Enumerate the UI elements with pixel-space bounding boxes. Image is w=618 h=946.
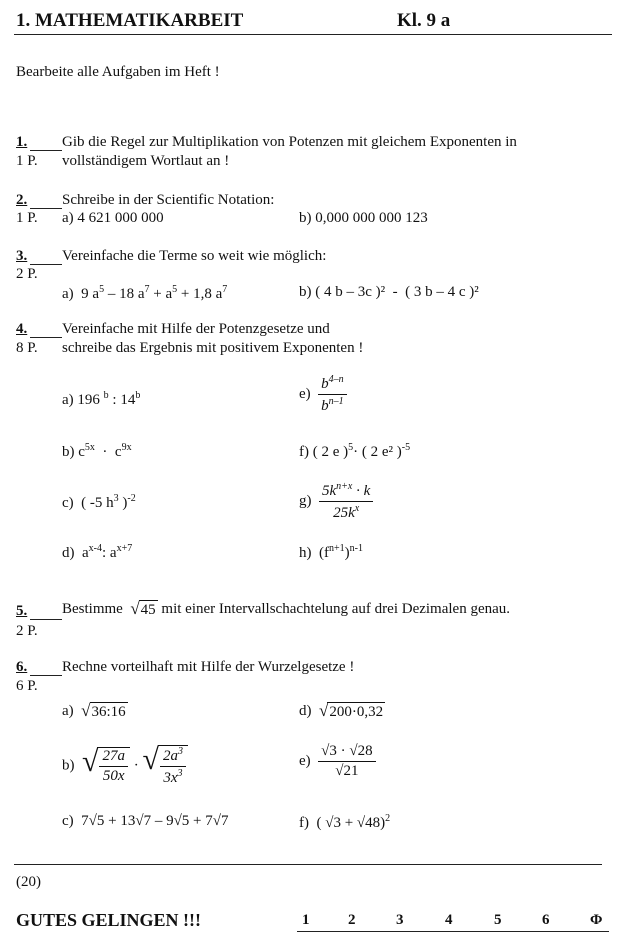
class-label: Kl. 9 a [397, 10, 451, 31]
task-text [62, 600, 510, 619]
task-points: 1 P. [16, 210, 38, 226]
task-number: 2. [16, 192, 28, 208]
total-points: (20) [16, 874, 41, 890]
task-text: Schreibe in der Scientific Notation: [62, 192, 275, 208]
task-text: Vereinfache mit Hilfe der Potenzgesetze und [62, 321, 330, 337]
math-expression: c) ( -5 $h^3$ )$^{-2}$ [62, 493, 136, 511]
math-expression: f) ( √3 + √48)$^2$ [299, 813, 391, 831]
task-points: 2 P. [16, 266, 38, 282]
math-expression: f) ( 2 e )$^5$· ( 2 e² )$^{-5}$ [299, 442, 411, 460]
task-number: 5. [16, 603, 28, 619]
task-rule [30, 150, 62, 151]
sqrt-expression: √ 45 [130, 599, 156, 618]
grade-average: Φ [590, 912, 603, 928]
task-number: 6. [16, 659, 28, 675]
task-rule [30, 337, 62, 338]
task-text: Gib die Regel zur Multiplikation von Potenzen mit gleichem Exponenten in [62, 134, 517, 150]
math-expression: b) √ $\frac{27a}{50x}$ · √ $\frac{2a^3}{3x^3}$ [62, 745, 188, 787]
task-points: 2 P. [16, 623, 38, 639]
task-points: 1 P. [16, 153, 38, 169]
math-expression: g) $\frac{5k^{n+x} \cdot k}{25k^x}$ [299, 481, 373, 522]
math-expression: a) 196 $^b$ : 14$^b$ [62, 390, 141, 408]
task-text: Vereinfache die Terme so weit wie möglich: [62, 248, 327, 264]
math-expression: a) 9 $a^5 - 18$ $a^7 + a^5 + 1,8$ $a^7$ [62, 284, 228, 302]
math-expression: d) $a^{x-4}$: $a^{x+7}$ [62, 543, 133, 561]
task-rule [30, 264, 62, 265]
task-text: Rechne vorteilhaft mit Hilfe der Wurzelgesetze ! [62, 659, 355, 675]
task-text: schreibe das Ergebnis mit positivem Exponenten ! [62, 340, 364, 356]
grade-2: 2 [348, 912, 356, 928]
math-expression: e) $\frac{b^{4-n}}{b^{n-1}}$ [299, 374, 347, 415]
grade-rule [297, 931, 609, 932]
grade-5: 5 [494, 912, 502, 928]
task-number: 4. [16, 321, 28, 337]
math-expression: d) √ 200·0,32 [299, 701, 384, 720]
task-number: 1. [16, 134, 28, 150]
intro-text: Bearbeite alle Aufgaben im Heft ! [16, 64, 220, 80]
total-rule [14, 864, 602, 865]
greeting: GUTES GELINGEN !!! [16, 910, 202, 930]
task-text-part: mit einer Intervallschachtelung auf drei Dezimalen genau. [161, 600, 511, 617]
math-expression: h) $(f^{n+1})^{n-1}$ [299, 543, 363, 561]
grade-3: 3 [396, 912, 404, 928]
task-rule [30, 675, 62, 676]
task-text: vollständigem Wortlaut an ! [62, 153, 230, 169]
task-points: 8 P. [16, 340, 38, 356]
math-expression: b) $c^{5x} \cdot c^{9x}$ [62, 442, 132, 460]
task-item-b: b) 0,000 000 000 123 [299, 210, 428, 226]
math-expression: e) $\frac{√3 \cdot √28}{√21}$ [299, 743, 376, 780]
math-expression: b) ( 4 b – 3c )² - ( 3 b – 4 c )² [299, 284, 479, 300]
task-text-part: Bestimme [62, 600, 123, 617]
page-title: 1. MATHEMATIKARBEIT [16, 10, 244, 31]
task-rule [30, 208, 62, 209]
math-expression: c) 7√5 + 13√7 – 9√5 + 7√7 [62, 813, 229, 829]
grade-1: 1 [302, 912, 310, 928]
task-item-a: a) 4 621 000 000 [62, 210, 164, 226]
header-rule [14, 34, 612, 35]
grade-6: 6 [542, 912, 550, 928]
task-number: 3. [16, 248, 28, 264]
task-rule [30, 619, 62, 620]
math-expression: a) √ 36:16 [62, 701, 126, 720]
grade-4: 4 [445, 912, 453, 928]
task-points: 6 P. [16, 678, 38, 694]
